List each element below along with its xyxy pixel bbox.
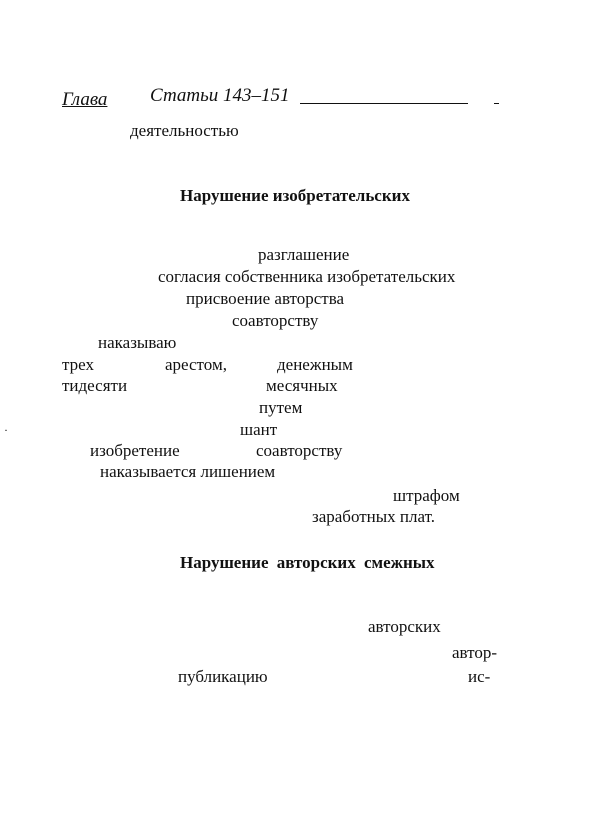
text-line: соавторству (232, 311, 319, 330)
section-heading-1: Нарушение изобретательских (180, 186, 410, 205)
articles-label: Статьи 143–151 (150, 85, 290, 106)
text-line: согласия собственника изобретательских (158, 267, 456, 286)
text-fragment: шант (240, 420, 278, 439)
text-fragment: денежным (277, 355, 353, 374)
section-heading-2: Нарушение авторских смежных (180, 553, 435, 572)
text-fragment: ис- (468, 667, 491, 686)
text-fragment: наказываю (98, 333, 177, 352)
first-line: деятельностью (130, 121, 239, 140)
text-fragment: изобретение (90, 441, 180, 460)
text-fragment: заработных плат. (312, 507, 436, 526)
text-fragment: арестом, (165, 355, 227, 374)
text-fragment: соавторству (256, 441, 343, 460)
text-fragment: путем (259, 398, 303, 417)
text-fragment: автор- (452, 643, 498, 662)
text-fragment: тидесяти (62, 376, 128, 395)
header-tick (494, 103, 499, 104)
text-fragment: месячных (266, 376, 338, 395)
margin-mark: · (4, 423, 8, 437)
header-rule (300, 103, 468, 104)
text-fragment: штрафом (393, 486, 460, 505)
text-fragment: авторских (368, 617, 441, 636)
text-fragment: наказывается лишением (100, 462, 276, 481)
chapter-label: Глава (62, 89, 108, 110)
text-fragment: трех (62, 355, 94, 374)
text-line: разглашение (258, 245, 350, 264)
text-line: присвоение авторства (186, 289, 345, 308)
text-fragment: публикацию (178, 667, 268, 686)
